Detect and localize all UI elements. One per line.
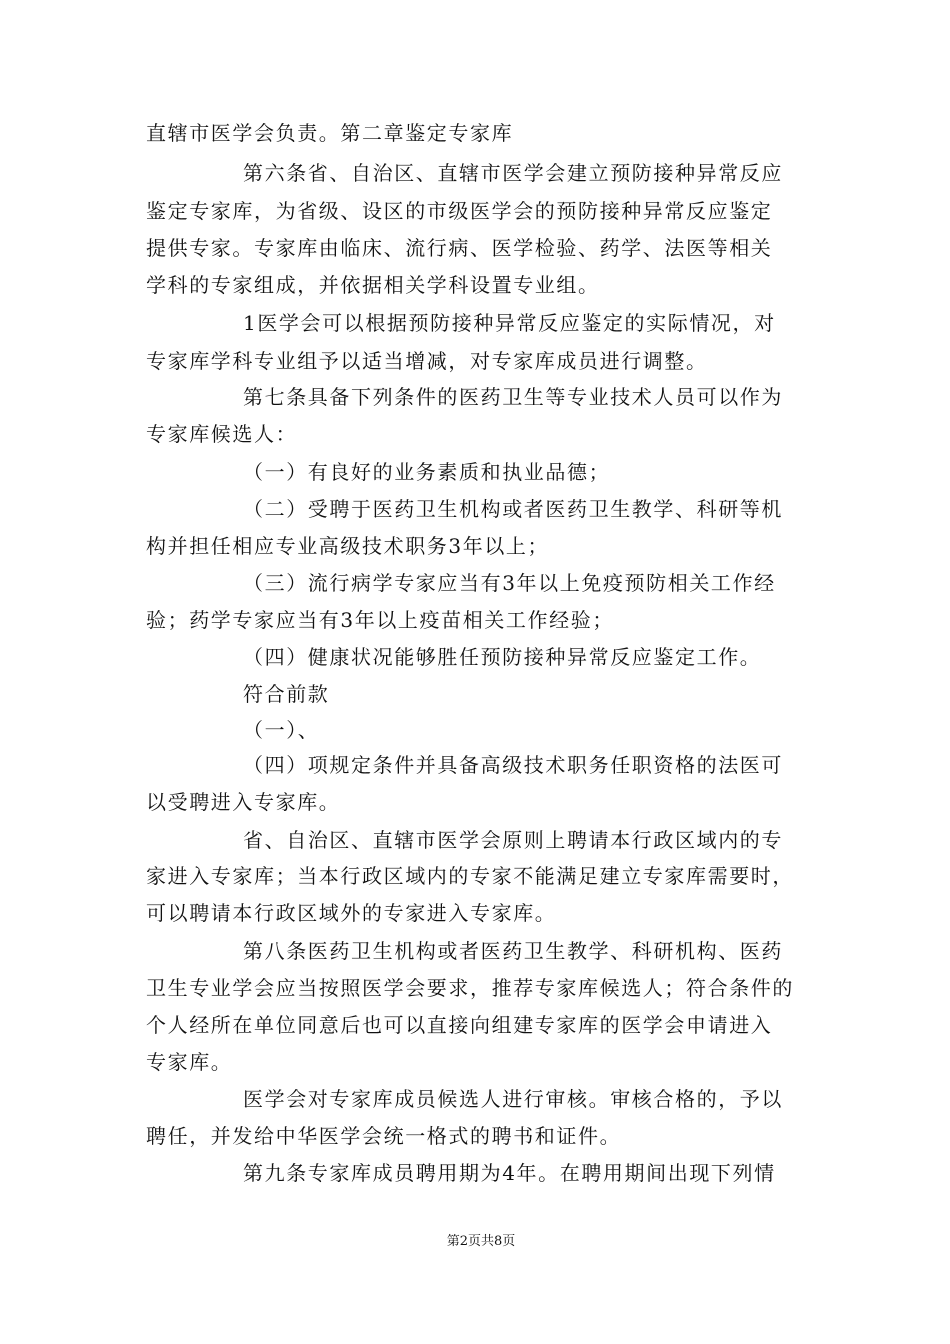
text-line: 学科的专家组成，并依据相关学科设置专业组。: [146, 273, 600, 297]
text-line: 直辖市医学会负责。第二章鉴定专家库: [146, 121, 514, 145]
text-line: 第九条专家库成员聘用期为4年。在聘用期间出现下列情: [243, 1161, 776, 1185]
text-line: （三）流行病学专家应当有3年以上免疫预防相关工作经: [243, 571, 776, 595]
text-line: 构并担任相应专业高级技术职务3年以上；: [146, 534, 550, 558]
text-line: （二）受聘于医药卫生机构或者医药卫生教学、科研等机: [243, 497, 783, 521]
text-line: 鉴定专家库，为省级、设区的市级医学会的预防接种异常反应鉴定: [146, 199, 773, 223]
text-line: 卫生专业学会应当按照医学会要求，推荐专家库候选人；符合条件的: [146, 976, 794, 1000]
text-line: 第七条具备下列条件的医药卫生等专业技术人员可以作为: [243, 385, 783, 409]
text-line: （四）项规定条件并具备高级技术职务任职资格的法医可: [243, 753, 783, 777]
text-line: 家进入专家库；当本行政区域内的专家不能满足建立专家库需要时，: [146, 864, 794, 888]
text-line: 第八条医药卫生机构或者医药卫生教学、科研机构、医药: [243, 939, 783, 963]
page-number-footer: 第2页共8页: [446, 1234, 516, 1249]
text-line: 专家库学科专业组予以适当增减，对专家库成员进行调整。: [146, 349, 708, 373]
text-line: 验；药学专家应当有3年以上疫苗相关工作经验；: [146, 608, 614, 632]
text-line: 1医学会可以根据预防接种异常反应鉴定的实际情况，对: [243, 311, 776, 335]
text-line: 个人经所在单位同意后也可以直接向组建专家库的医学会申请进入: [146, 1013, 773, 1037]
text-line: 提供专家。专家库由临床、流行病、医学检验、药学、法医等相关: [146, 236, 773, 260]
text-line: 医学会对专家库成员候选人进行审核。审核合格的，予以: [243, 1087, 783, 1111]
text-line: 以受聘进入专家库。: [146, 790, 341, 814]
text-line: 省、自治区、直辖市医学会原则上聘请本行政区域内的专: [243, 828, 783, 852]
text-line: 聘任，并发给中华医学会统一格式的聘书和证件。: [146, 1124, 622, 1148]
text-line: （四）健康状况能够胜任预防接种异常反应鉴定工作。: [243, 645, 762, 669]
text-line: 符合前款: [243, 682, 330, 706]
text-line: 专家库候选人：: [146, 422, 298, 446]
text-line: 可以聘请本行政区域外的专家进入专家库。: [146, 901, 557, 925]
text-line: （一）有良好的业务素质和执业品德；: [243, 460, 611, 484]
text-line: （一）、: [243, 718, 320, 742]
text-line: 专家库。: [146, 1050, 233, 1074]
text-line: 第六条省、自治区、直辖市医学会建立预防接种异常反应: [243, 161, 783, 185]
